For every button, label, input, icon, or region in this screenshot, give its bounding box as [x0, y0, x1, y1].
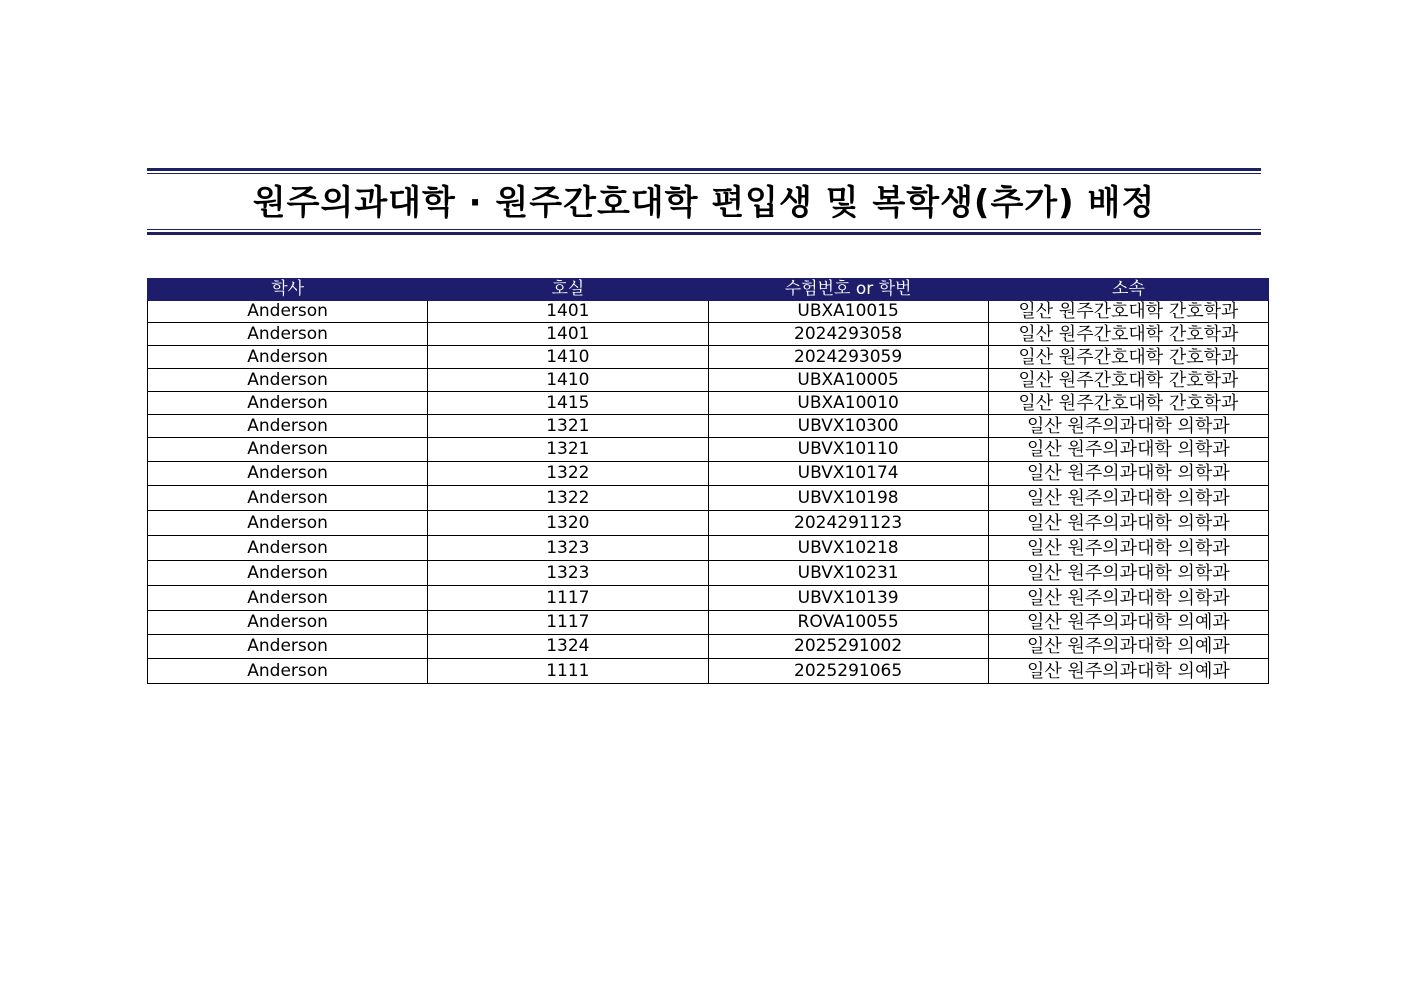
room-cell: 1111: [428, 659, 708, 684]
title-block: [147, 168, 1261, 236]
affiliation-cell: 일산 원주의과대학 의학과: [988, 486, 1268, 511]
student-id-cell: UBVX10110: [708, 438, 988, 462]
affiliation-cell: 일산 원주의과대학 의예과: [988, 611, 1268, 635]
room-cell: 1322: [428, 462, 708, 486]
table-row: [148, 561, 1269, 586]
affiliation-cell: 일산 원주의과대학 의학과: [988, 511, 1268, 536]
affiliation-cell: 일산 원주간호대학 간호학과: [988, 369, 1268, 392]
table-row: [148, 511, 1269, 536]
dormitory-cell: Anderson: [148, 486, 428, 511]
student-id-cell: UBVX10300: [708, 415, 988, 438]
dormitory-cell: Anderson: [148, 462, 428, 486]
table-row: [148, 462, 1269, 486]
title-bottom-rule-thin: [147, 229, 1261, 230]
room-cell: 1323: [428, 561, 708, 586]
table-row: [148, 346, 1269, 369]
affiliation-cell: 일산 원주의과대학 의예과: [988, 659, 1268, 684]
dormitory-cell: Anderson: [148, 323, 428, 346]
dormitory-cell: Anderson: [148, 536, 428, 561]
student-id-cell: UBVX10218: [708, 536, 988, 561]
affiliation-cell: 일산 원주의과대학 의학과: [988, 586, 1268, 611]
room-cell: 1324: [428, 635, 708, 659]
title-top-rule-thick: [147, 168, 1261, 171]
column-header-dormitory: 학사: [148, 279, 428, 301]
room-cell: 1401: [428, 301, 708, 323]
student-id-cell: UBVX10139: [708, 586, 988, 611]
student-id-cell: 2024293059: [708, 346, 988, 369]
room-cell: 1410: [428, 346, 708, 369]
affiliation-cell: 일산 원주의과대학 의학과: [988, 462, 1268, 486]
affiliation-cell: 일산 원주의과대학 의예과: [988, 635, 1268, 659]
room-cell: 1320: [428, 511, 708, 536]
student-id-cell: 2024291123: [708, 511, 988, 536]
assignment-table: [147, 278, 1269, 684]
table-header-row: [148, 279, 1269, 301]
dormitory-cell: Anderson: [148, 635, 428, 659]
column-header-affiliation: 소속: [988, 279, 1268, 301]
table-row: [148, 635, 1269, 659]
student-id-cell: UBXA10010: [708, 392, 988, 415]
student-id-cell: 2025291065: [708, 659, 988, 684]
dormitory-cell: Anderson: [148, 301, 428, 323]
affiliation-cell: 일산 원주의과대학 의학과: [988, 415, 1268, 438]
student-id-cell: UBVX10174: [708, 462, 988, 486]
room-cell: 1117: [428, 611, 708, 635]
affiliation-cell: 일산 원주의과대학 의학과: [988, 438, 1268, 462]
dormitory-cell: Anderson: [148, 346, 428, 369]
dormitory-cell: Anderson: [148, 561, 428, 586]
affiliation-cell: 일산 원주간호대학 간호학과: [988, 301, 1268, 323]
student-id-cell: 2025291002: [708, 635, 988, 659]
table-row: [148, 369, 1269, 392]
dormitory-cell: Anderson: [148, 586, 428, 611]
table-row: [148, 392, 1269, 415]
student-id-cell: ROVA10055: [708, 611, 988, 635]
table-row: [148, 486, 1269, 511]
affiliation-cell: 일산 원주간호대학 간호학과: [988, 323, 1268, 346]
student-id-cell: UBXA10015: [708, 301, 988, 323]
room-cell: 1415: [428, 392, 708, 415]
dormitory-cell: Anderson: [148, 611, 428, 635]
table-row: [148, 586, 1269, 611]
dormitory-cell: Anderson: [148, 659, 428, 684]
affiliation-cell: 일산 원주간호대학 간호학과: [988, 346, 1268, 369]
table-row: [148, 659, 1269, 684]
table-body: [148, 301, 1269, 684]
dormitory-cell: Anderson: [148, 369, 428, 392]
dormitory-cell: Anderson: [148, 511, 428, 536]
room-cell: 1321: [428, 438, 708, 462]
table-row: [148, 415, 1269, 438]
column-header-room: 호실: [428, 279, 708, 301]
table-row: [148, 611, 1269, 635]
student-id-cell: UBVX10231: [708, 561, 988, 586]
dormitory-cell: Anderson: [148, 392, 428, 415]
room-cell: 1117: [428, 586, 708, 611]
room-cell: 1410: [428, 369, 708, 392]
affiliation-cell: 일산 원주간호대학 간호학과: [988, 392, 1268, 415]
student-id-cell: UBVX10198: [708, 486, 988, 511]
dormitory-cell: Anderson: [148, 438, 428, 462]
title-bottom-rule-thick: [147, 232, 1261, 235]
room-cell: 1323: [428, 536, 708, 561]
table-row: [148, 301, 1269, 323]
table-row: [148, 536, 1269, 561]
column-header-student-id: 수험번호 or 학번: [708, 279, 988, 301]
room-cell: 1401: [428, 323, 708, 346]
room-cell: 1322: [428, 486, 708, 511]
affiliation-cell: 일산 원주의과대학 의학과: [988, 561, 1268, 586]
affiliation-cell: 일산 원주의과대학 의학과: [988, 536, 1268, 561]
table-row: [148, 323, 1269, 346]
student-id-cell: 2024293058: [708, 323, 988, 346]
student-id-cell: UBXA10005: [708, 369, 988, 392]
room-cell: 1321: [428, 415, 708, 438]
dormitory-cell: Anderson: [148, 415, 428, 438]
page-title: 원주의과대학 · 원주간호대학 편입생 및 복학생(추가) 배정: [252, 183, 1156, 223]
table-row: [148, 438, 1269, 462]
title-top-rule-thin: [147, 173, 1261, 174]
